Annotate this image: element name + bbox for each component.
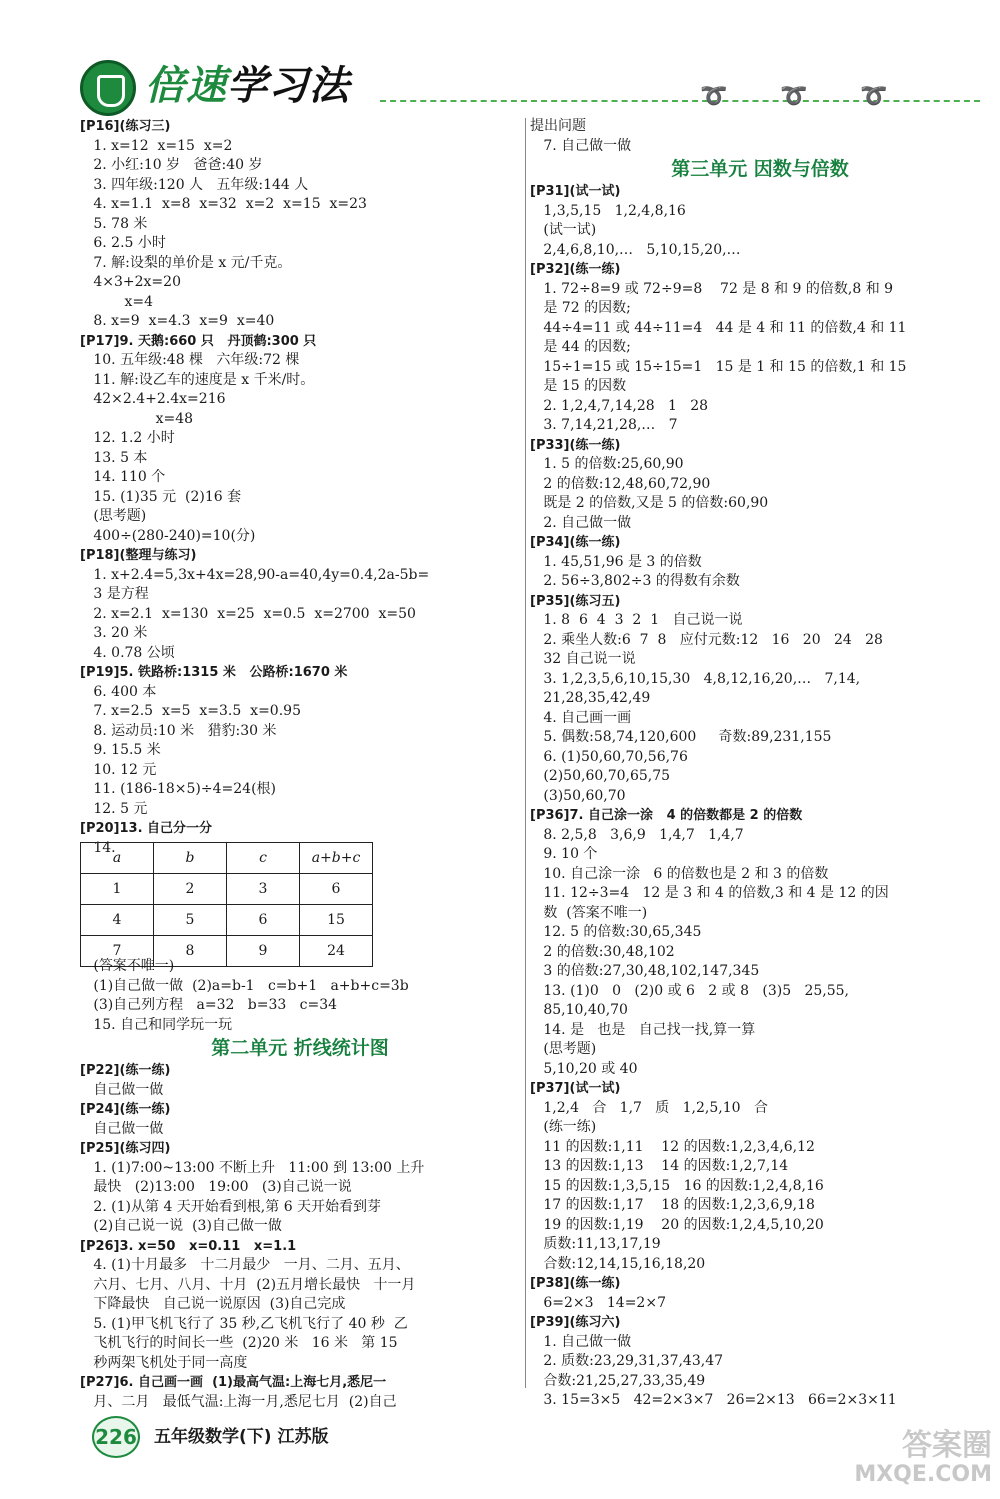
answer-line: [P31](试一试) <box>530 184 621 199</box>
answer-line: 15. 自己和同学玩一玩 <box>80 1016 233 1033</box>
brand-title <box>145 54 350 111</box>
answer-line: (3)自己列方程 a=32 b=33 c=34 <box>80 997 338 1013</box>
book-logo-icon <box>80 60 136 116</box>
answer-line: [P19]5. 铁路桥:1315 米 公路桥:1670 米 <box>80 665 348 680</box>
answer-line: 是 44 的因数; <box>530 339 631 355</box>
header-dashed-line <box>380 100 980 102</box>
answer-line: 11. 12÷3=4 12 是 3 和 4 的倍数,3 和 4 是 12 的因 <box>530 885 889 901</box>
answer-line: 3 的倍数:27,30,48,102,147,345 <box>530 963 760 979</box>
table-header-cell: c <box>227 843 300 874</box>
answer-line: 8. 运动员:10 米 猎豹:30 米 <box>80 722 277 739</box>
answer-line: 2. 1,2,4,7,14,28 1 28 <box>530 397 709 414</box>
answer-line: 质数:11,13,17,19 <box>530 1236 661 1252</box>
table-row <box>81 905 373 936</box>
answer-line: 1. x=12 x=15 x=2 <box>80 137 233 154</box>
answer-line: 2. 质数:23,29,31,37,43,47 <box>530 1353 724 1369</box>
answer-line: 85,10,40,70 <box>530 1002 628 1018</box>
table-row <box>81 874 373 905</box>
answer-line: 2. (1)从第 4 天开始看到根,第 6 天开始看到芽 <box>80 1198 382 1215</box>
answer-line: [P26]3. x=50 x=0.11 x=1.1 <box>80 1238 297 1254</box>
answer-line: (思考题) <box>530 1041 597 1057</box>
answer-line: 6. 400 本 <box>80 683 157 700</box>
answer-line: 1. x+2.4=5,3x+4x=28,90-a=40,4y=0.4,2a-5b= <box>80 566 430 583</box>
answer-line: 13. 5 本 <box>80 449 148 466</box>
table-cell: 9 <box>227 936 300 967</box>
answer-line: 15 的因数:1,3,5,15 16 的因数:1,2,4,8,16 <box>530 1177 824 1194</box>
answer-line: [P24](练一练) <box>80 1102 171 1117</box>
answer-line: 3 是方程 <box>80 586 149 602</box>
left-column <box>80 117 520 858</box>
answer-line: 是 72 的因数; <box>530 300 631 316</box>
answer-line: 7. 自己做一做 <box>530 137 632 154</box>
answer-line: [P36]7. 自己涂一涂 4 的倍数都是 2 的倍数 <box>530 808 803 823</box>
answer-line: 15. (1)35 元 (2)16 套 <box>80 488 242 505</box>
answer-line: [P17]9. 天鹅:660 只 丹顶鹤:300 只 <box>80 333 317 349</box>
table-cell: 15 <box>300 905 373 936</box>
answer-line: 9. 15.5 米 <box>80 742 161 758</box>
answer-line: 10. 五年级:48 棵 六年级:72 棵 <box>80 352 300 368</box>
answer-line: (2)自己说一说 (3)自己做一做 <box>80 1218 282 1234</box>
answer-line: 自己做一做 <box>80 1081 164 1098</box>
answer-line: 提出问题 <box>530 118 586 134</box>
answer-line: [P22](练一练) <box>80 1063 171 1078</box>
answer-line: [P37](试一试) <box>530 1081 621 1096</box>
answer-line: 13 的因数:1,13 14 的因数:1,2,7,14 <box>530 1158 789 1174</box>
answer-line: 8. 2,5,8 3,6,9 1,4,7 1,4,7 <box>530 826 744 843</box>
answer-line: 19 的因数:1,19 20 的因数:1,2,4,5,10,20 <box>530 1216 824 1233</box>
page-header <box>0 0 1000 118</box>
answer-line: [P20]13. 自己分一分 <box>80 821 213 836</box>
answer-line: 2 的倍数:30,48,102 <box>530 943 675 960</box>
answer-line: [P25](练习四) <box>80 1141 171 1156</box>
answer-line: 下降最快 自己说一说原因 (3)自己完成 <box>80 1296 346 1312</box>
answer-line: 4. x=1.1 x=8 x=32 x=2 x=15 x=23 <box>80 196 367 212</box>
table-cell: 24 <box>300 936 373 967</box>
swirl-icon: ➰ <box>860 84 888 109</box>
answer-line: 8. x=9 x=4.3 x=9 x=40 <box>80 313 275 329</box>
answer-line: 6. 2.5 小时 <box>80 235 166 251</box>
answer-line: 3. 7,14,21,28,… 7 <box>530 417 678 433</box>
table-cell: 5 <box>154 905 227 936</box>
answer-line: 1. 45,51,96 是 3 的倍数 <box>530 553 702 570</box>
column-divider <box>525 118 526 1388</box>
answer-line: (练一练) <box>530 1119 597 1135</box>
answer-line: 17 的因数:1,17 18 的因数:1,2,3,6,9,18 <box>530 1197 815 1213</box>
answer-line: 1,2,4 合 1,7 质 1,2,5,10 合 <box>530 1099 768 1116</box>
answer-line: 1,3,5,15 1,2,4,8,16 <box>530 202 686 219</box>
answer-line: 3. 1,2,3,5,6,10,15,30 4,8,12,16,20,… 7,14, <box>530 670 861 687</box>
answer-line: 数 (答案不唯一) <box>530 904 648 921</box>
answer-line: [P33](练一练) <box>530 437 621 453</box>
answer-line: 3. 四年级:120 人 五年级:144 人 <box>80 176 309 193</box>
answer-line: [P34](练一练) <box>530 535 621 550</box>
swirl-icon: ➰ <box>780 84 808 109</box>
answer-line: 11. (186-18×5)÷4=24(根) <box>80 781 276 797</box>
answer-line: 14. 是 也是 自己找一找,算一算 <box>530 1021 756 1038</box>
answer-line: 10. 12 元 <box>80 761 157 778</box>
answer-line: 11 的因数:1,11 12 的因数:1,2,3,4,6,12 <box>530 1138 815 1155</box>
answer-line: [P35](练习五) <box>530 593 621 609</box>
answer-line: [P39](练习六) <box>530 1315 621 1330</box>
answer-line: 2. x=2.1 x=130 x=25 x=0.5 x=2700 x=50 <box>80 605 416 622</box>
answer-line: 2. 乘坐人数:6 7 8 应付元数:12 16 20 24 28 <box>530 631 883 648</box>
answer-line: 4. 自己画一画 <box>530 709 632 726</box>
answer-line: x=4 <box>80 293 154 310</box>
answer-line: 2,4,6,8,10,… 5,10,15,20,… <box>530 241 741 258</box>
answer-line: 3. 20 米 <box>80 625 148 641</box>
answer-line: [P18](整理与练习) <box>80 548 197 563</box>
answer-line: 2 的倍数:12,48,60,72,90 <box>530 475 711 492</box>
answer-line: 最快 (2)13:00 19:00 (3)自己说一说 <box>80 1179 352 1195</box>
table-header-cell: a <box>81 843 154 874</box>
answer-line: (思考题) <box>80 508 147 524</box>
table-cell: 7 <box>81 936 154 967</box>
answer-line: (1)自己做一做 (2)a=b-1 c=b+1 a+b+c=3b <box>80 977 409 994</box>
page-number: 226 <box>92 1416 140 1458</box>
answer-line: 14. 110 个 <box>80 469 166 485</box>
answer-line: 1. 5 的倍数:25,60,90 <box>530 456 684 472</box>
answer-line: 12. 5 元 <box>80 800 148 817</box>
brand-part-b: 学习法 <box>227 63 350 109</box>
answer-line: 14. <box>80 839 116 856</box>
answer-line: 自己做一做 <box>80 1120 164 1137</box>
table-header-cell: b <box>154 843 227 874</box>
answer-line: 合数:12,14,15,16,18,20 <box>530 1255 706 1272</box>
answer-line: 5. 78 米 <box>80 215 148 232</box>
answer-line: 4. 0.78 公顷 <box>80 644 175 661</box>
answer-line: 2. 自己做一做 <box>530 514 632 531</box>
table-cell: 3 <box>227 874 300 905</box>
watermark-url: MXQE.COM <box>854 1462 992 1487</box>
answer-line: [P16](练习三) <box>80 119 171 134</box>
answer-line: [P27]6. 自己画一画 (1)最高气温:上海七月,悉尼一 <box>80 1375 387 1390</box>
unit-heading: 第二单元 折线统计图 <box>211 1037 389 1059</box>
answer-line: 月、二月 最低气温:上海一月,悉尼七月 (2)自己 <box>80 1393 397 1410</box>
table-cell: 8 <box>154 936 227 967</box>
answer-line: 12. 5 的倍数:30,65,345 <box>530 924 702 940</box>
answer-line: 42×2.4+2.4x=216 <box>80 391 226 407</box>
answer-line: 1. 8 6 4 3 2 1 自己说一说 <box>530 612 743 628</box>
brand-part-a: 倍速 <box>145 63 227 109</box>
watermark-logo: 答案圈 <box>902 1428 992 1463</box>
answer-line: 既是 2 的倍数,又是 5 的倍数:60,90 <box>530 495 769 511</box>
answer-line: 是 15 的因数 <box>530 378 627 394</box>
answer-line: 5,10,20 或 40 <box>530 1060 638 1077</box>
answer-line: 12. 1.2 小时 <box>80 430 175 446</box>
table-cell: 6 <box>227 905 300 936</box>
answer-line: 400÷(280-240)=10(分) <box>80 527 256 544</box>
answer-table <box>80 842 373 967</box>
answer-line: 15÷1=15 或 15÷15=1 15 是 1 和 15 的倍数,1 和 15 <box>530 358 907 375</box>
table-cell: 6 <box>300 874 373 905</box>
unit-heading: 第三单元 因数与倍数 <box>671 158 849 180</box>
answer-line: 10. 自己涂一涂 6 的倍数也是 2 和 3 的倍数 <box>530 865 829 882</box>
swirl-icon: ➰ <box>700 84 728 109</box>
answer-line: 六月、七月、八月、十月 (2)五月增长最快 十一月 <box>80 1276 416 1293</box>
answer-line: (试一试) <box>530 222 597 238</box>
answer-line: 秒两架飞机处于同一高度 <box>80 1354 248 1371</box>
answer-line: 5. 偶数:58,74,120,600 奇数:89,231,155 <box>530 729 832 745</box>
answer-line: [P32](练一练) <box>530 262 621 277</box>
right-column <box>530 117 990 1411</box>
left-column-continued <box>80 957 520 1412</box>
answer-line: (3)50,60,70 <box>530 787 626 804</box>
answer-line: 11. 解:设乙车的速度是 x 千米/时。 <box>80 371 315 388</box>
answer-line: 2. 小红:10 岁 爸爸:40 岁 <box>80 157 263 173</box>
answer-line: 合数:21,25,27,33,35,49 <box>530 1372 706 1389</box>
answer-line: 32 自己说一说 <box>530 651 636 667</box>
book-subtitle: 五年级数学(下) 江苏版 <box>154 1427 329 1447</box>
answer-line: 3. 15=3×5 42=2×3×7 26=2×13 66=2×3×11 <box>530 1392 897 1408</box>
answer-line: (2)50,60,70,65,75 <box>530 768 671 784</box>
answer-line: 4. (1)十月最多 十二月最少 一月、二月、五月、 <box>80 1257 410 1273</box>
table-cell: 1 <box>81 874 154 905</box>
table-header-cell: a+b+c <box>300 843 373 874</box>
answer-line: (答案不唯一) <box>80 958 175 974</box>
answer-line: 9. 10 个 <box>530 846 598 862</box>
answer-line: [P38](练一练) <box>530 1276 621 1291</box>
answer-line: 7. 解:设梨的单价是 x 元/千克。 <box>80 254 292 271</box>
answer-line: 1. (1)7:00~13:00 不断上升 11:00 到 13:00 上升 <box>80 1159 425 1176</box>
table-cell: 2 <box>154 874 227 905</box>
answer-line: 44÷4=11 或 44÷11=4 44 是 4 和 11 的倍数,4 和 11 <box>530 319 907 336</box>
answer-line: 4×3+2x=20 <box>80 274 181 290</box>
answer-line: 6=2×3 14=2×7 <box>530 1294 666 1311</box>
answer-line: 7. x=2.5 x=5 x=3.5 x=0.95 <box>80 703 301 719</box>
answer-line: 1. 自己做一做 <box>530 1333 632 1350</box>
answer-line: x=48 <box>80 410 194 427</box>
answer-line: 6. (1)50,60,70,56,76 <box>530 748 688 765</box>
answer-line: 21,28,35,42,49 <box>530 690 651 706</box>
answer-line: 1. 72÷8=9 或 72÷9=8 72 是 8 和 9 的倍数,8 和 9 <box>530 280 894 297</box>
answer-line: 5. (1)甲飞机飞行了 35 秒,乙飞机飞行了 40 秒 乙 <box>80 1315 408 1332</box>
answer-line: 13. (1)0 0 (2)0 或 6 2 或 8 (3)5 25,55, <box>530 982 849 999</box>
answer-line: 飞机飞行的时间长一些 (2)20 米 16 米 第 15 <box>80 1335 398 1351</box>
answer-line: 2. 56÷3,802÷3 的得数有余数 <box>530 573 740 589</box>
table-cell: 4 <box>81 905 154 936</box>
